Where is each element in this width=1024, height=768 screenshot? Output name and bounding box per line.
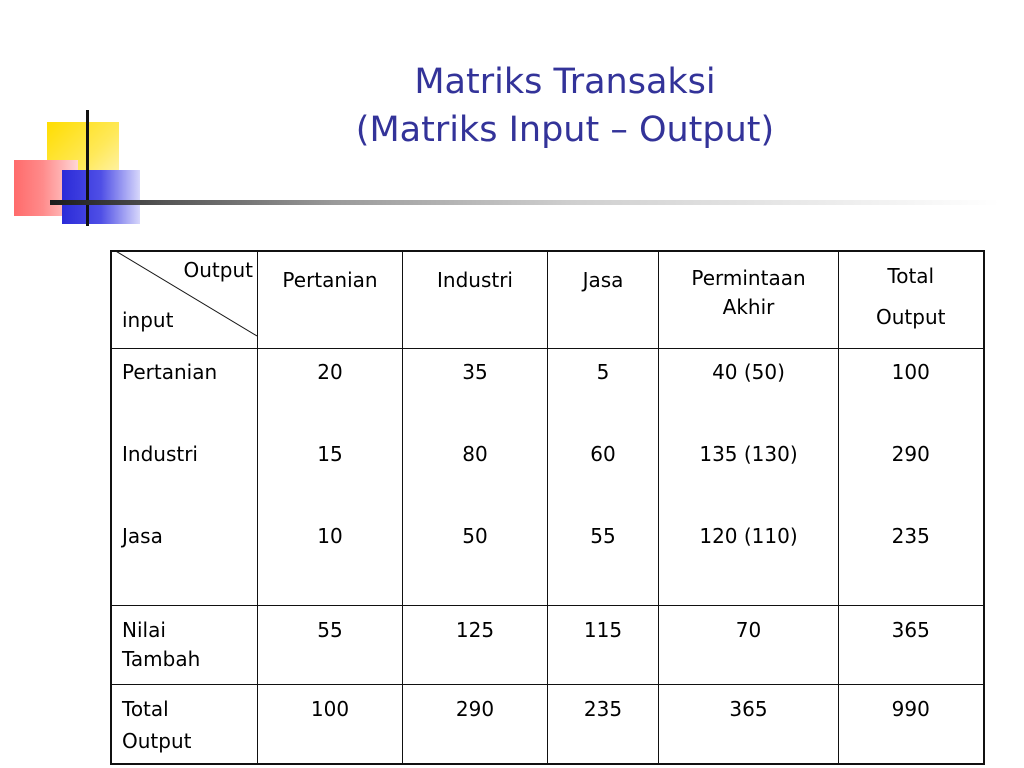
value-cell: 290 bbox=[891, 442, 930, 466]
value-cell: 35 bbox=[462, 360, 488, 384]
row-label-industri: Industri bbox=[122, 442, 198, 466]
pertanian-column-cell bbox=[258, 349, 403, 606]
value-cell: 5 bbox=[596, 360, 610, 384]
value-cell: 990 bbox=[839, 685, 984, 765]
nilai-tambah-row bbox=[111, 606, 984, 685]
value-cell: 55 bbox=[258, 606, 403, 685]
value-cell: 15 bbox=[317, 442, 343, 466]
value-cell: 115 bbox=[548, 606, 659, 685]
vertical-line bbox=[86, 110, 89, 226]
header-row bbox=[111, 251, 984, 349]
header-pertanian: Pertanian bbox=[258, 251, 403, 349]
title-underline bbox=[50, 200, 1000, 205]
title-line-2: (Matriks Input – Output) bbox=[355, 110, 775, 150]
value-cell: 365 bbox=[839, 606, 984, 685]
header-industri: Industri bbox=[403, 251, 548, 349]
value-cell: 235 bbox=[548, 685, 659, 765]
value-cell: 100 bbox=[258, 685, 403, 765]
row-label-total-output: Total Output bbox=[111, 685, 258, 765]
slide-title bbox=[300, 58, 830, 154]
value-cell: 40 (50) bbox=[712, 360, 785, 384]
value-cell: 100 bbox=[891, 360, 930, 384]
corner-input-label: input bbox=[122, 308, 174, 332]
jasa-column-cell bbox=[548, 349, 659, 606]
industri-column-cell bbox=[403, 349, 548, 606]
header-total-output: Total Output bbox=[839, 251, 984, 349]
row-label-nilai-tambah: Nilai Tambah bbox=[111, 606, 258, 685]
permintaan-akhir-column-cell bbox=[659, 349, 839, 606]
blue-square bbox=[62, 170, 140, 224]
header-jasa: Jasa bbox=[548, 251, 659, 349]
value-cell: 50 bbox=[462, 524, 488, 548]
input-output-table bbox=[110, 250, 985, 765]
corner-output-label: Output bbox=[183, 258, 253, 282]
value-cell: 60 bbox=[590, 442, 616, 466]
value-cell: 10 bbox=[317, 524, 343, 548]
row-label-jasa: Jasa bbox=[122, 524, 163, 548]
total-output-row bbox=[111, 685, 984, 765]
row-label-pertanian: Pertanian bbox=[122, 360, 218, 384]
total-output-column-cell bbox=[839, 349, 984, 606]
value-cell: 55 bbox=[590, 524, 616, 548]
value-cell: 365 bbox=[659, 685, 839, 765]
value-cell: 80 bbox=[462, 442, 488, 466]
value-cell: 135 (130) bbox=[699, 442, 798, 466]
value-cell: 70 bbox=[659, 606, 839, 685]
sector-labels-cell bbox=[111, 349, 258, 606]
value-cell: 235 bbox=[891, 524, 930, 548]
value-cell: 290 bbox=[403, 685, 548, 765]
header-permintaan-akhir: Permintaan Akhir bbox=[659, 251, 839, 349]
title-line-1: Matriks Transaksi bbox=[414, 62, 716, 102]
corner-cell bbox=[111, 251, 258, 349]
value-cell: 125 bbox=[403, 606, 548, 685]
sector-rows bbox=[111, 349, 984, 606]
value-cell: 20 bbox=[317, 360, 343, 384]
value-cell: 120 (110) bbox=[699, 524, 798, 548]
